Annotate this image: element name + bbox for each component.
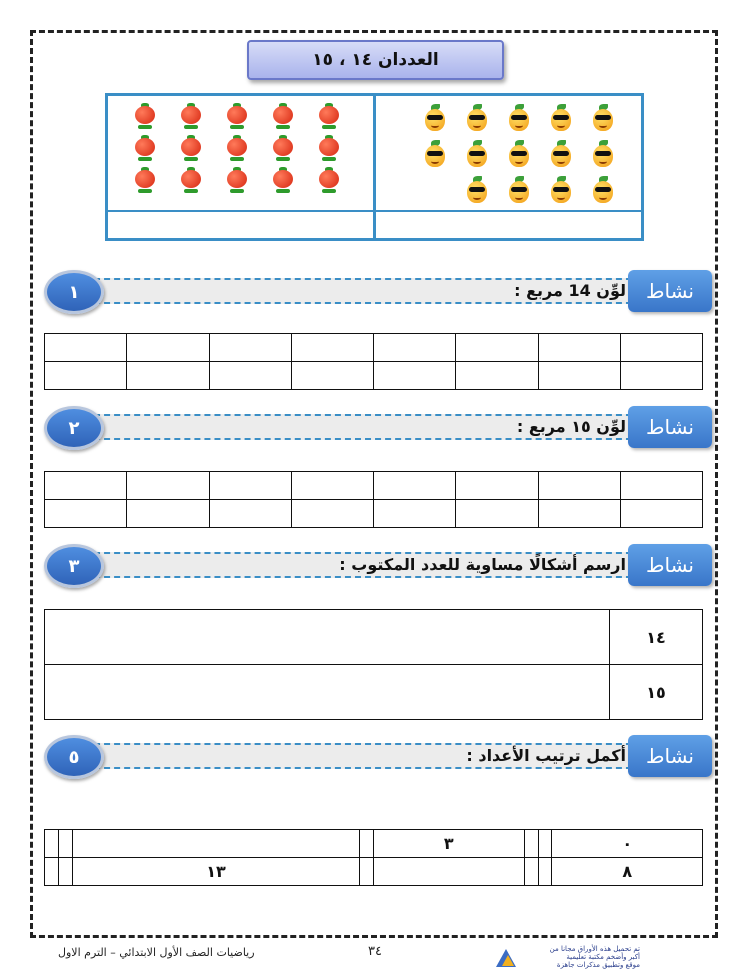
mango-icon — [547, 140, 575, 168]
tomato-icon — [270, 103, 296, 129]
grid-cell[interactable] — [127, 500, 209, 528]
grid-cell[interactable] — [456, 472, 538, 500]
color-grid-1 — [44, 333, 703, 390]
grid-cell[interactable] — [456, 334, 538, 362]
page-number: ٣٤ — [368, 944, 382, 959]
grid-cell[interactable] — [456, 500, 538, 528]
sequence-cell[interactable] — [538, 830, 552, 858]
mango-icon — [589, 140, 617, 168]
answer-line — [376, 210, 641, 238]
logo-icon — [502, 955, 514, 966]
grid-cell[interactable] — [209, 500, 291, 528]
tomato-icon — [132, 103, 158, 129]
grid-cell[interactable] — [374, 500, 456, 528]
mango-icon — [463, 176, 491, 204]
mango-icon — [505, 104, 533, 132]
sequence-cell[interactable] — [524, 830, 538, 858]
mango-icon — [589, 176, 617, 204]
sequence-table — [44, 829, 703, 886]
footer-subject: رياضيات الصف الأول الابتدائي – الترم الاول — [58, 946, 255, 959]
grid-cell[interactable] — [291, 500, 373, 528]
logo-line: أكبر وأضخم مكتبة تعليمية — [566, 953, 640, 961]
grid-cell[interactable] — [209, 472, 291, 500]
activity-header-2 — [44, 406, 712, 450]
logo-line: تم تحميل هذه الأوراق مجانا من — [549, 945, 640, 953]
draw-area[interactable] — [45, 665, 610, 720]
tomato-icon — [270, 135, 296, 161]
tomato-icon — [178, 103, 204, 129]
grid-cell[interactable] — [374, 334, 456, 362]
draw-table — [44, 609, 703, 720]
mango-icon — [547, 176, 575, 204]
mango-icon — [505, 176, 533, 204]
mango-icon — [463, 104, 491, 132]
sequence-cell[interactable] — [538, 858, 552, 886]
grid-cell[interactable] — [127, 334, 209, 362]
grid-cell[interactable] — [291, 362, 373, 390]
grid-cell[interactable] — [374, 472, 456, 500]
grid-cell[interactable] — [620, 362, 702, 390]
illustration-box — [105, 93, 644, 241]
grid-cell[interactable] — [209, 362, 291, 390]
grid-cell[interactable] — [127, 362, 209, 390]
tomato-icon — [224, 135, 250, 161]
mango-panel — [373, 96, 641, 238]
grid-cell[interactable] — [374, 362, 456, 390]
tomato-icon — [316, 103, 342, 129]
grid-cell[interactable] — [45, 500, 127, 528]
grid-cell[interactable] — [538, 334, 620, 362]
activity-tag: نشاط — [628, 544, 712, 586]
grid-cell[interactable] — [620, 334, 702, 362]
sequence-cell[interactable] — [59, 830, 73, 858]
activity-tag: نشاط — [628, 735, 712, 777]
tomato-icon — [178, 135, 204, 161]
tomato-icon — [270, 167, 296, 193]
mango-icon — [463, 140, 491, 168]
tomato-icon — [178, 167, 204, 193]
grid-cell[interactable] — [45, 362, 127, 390]
sequence-cell[interactable] — [360, 858, 374, 886]
activity-number: ٥ — [44, 735, 104, 779]
sequence-cell[interactable]: ٨ — [552, 858, 703, 886]
sequence-cell[interactable] — [59, 858, 73, 886]
tomato-icon — [224, 167, 250, 193]
draw-number: ١٥ — [610, 665, 703, 720]
grid-cell[interactable] — [45, 472, 127, 500]
sequence-cell[interactable]: ٣ — [374, 830, 525, 858]
mango-icon — [589, 104, 617, 132]
grid-cell[interactable] — [209, 334, 291, 362]
grid-cell[interactable] — [620, 472, 702, 500]
mango-icon — [547, 104, 575, 132]
color-grid-2 — [44, 471, 703, 528]
mango-grid — [404, 100, 624, 208]
activity-number: ١ — [44, 270, 104, 314]
activity-number: ٣ — [44, 544, 104, 588]
logo-line: موقع وتطبيق مذكرات جاهزة — [556, 961, 640, 969]
sequence-cell[interactable] — [524, 858, 538, 886]
tomato-icon — [132, 135, 158, 161]
activity-instruction: لوِّن ١٥ مربع : — [516, 417, 626, 436]
sequence-cell[interactable] — [45, 830, 59, 858]
mango-icon — [505, 140, 533, 168]
grid-cell[interactable] — [45, 334, 127, 362]
grid-cell[interactable] — [538, 472, 620, 500]
activity-number: ٢ — [44, 406, 104, 450]
tomato-panel — [108, 96, 373, 238]
answer-line — [108, 210, 373, 238]
grid-cell[interactable] — [620, 500, 702, 528]
sequence-cell[interactable]: ١٣ — [73, 858, 360, 886]
draw-area[interactable] — [45, 610, 610, 665]
sequence-cell[interactable] — [73, 830, 360, 858]
tomato-icon — [224, 103, 250, 129]
activity-tag: نشاط — [628, 406, 712, 448]
grid-cell[interactable] — [456, 362, 538, 390]
activity-instruction: أكمل ترتيب الأعداد : — [466, 746, 626, 765]
draw-number: ١٤ — [610, 610, 703, 665]
grid-cell[interactable] — [538, 500, 620, 528]
activity-header-1 — [44, 270, 712, 314]
activity-header-3 — [44, 544, 712, 588]
sequence-cell[interactable] — [360, 830, 374, 858]
tomato-grid — [122, 100, 362, 196]
grid-cell[interactable] — [291, 472, 373, 500]
grid-cell[interactable] — [291, 334, 373, 362]
sequence-cell[interactable] — [45, 858, 59, 886]
activity-instruction: لوِّن 14 مربع : — [514, 281, 626, 300]
activity-header-5 — [44, 735, 712, 779]
activity-instruction: ارسم أشكالًا مساوية للعدد المكتوب : — [339, 555, 626, 574]
sequence-cell[interactable] — [374, 858, 525, 886]
mango-icon — [421, 140, 449, 168]
page-title: العددان ١٤ ، ١٥ — [247, 40, 504, 80]
sequence-cell[interactable]: ٠ — [552, 830, 703, 858]
grid-cell[interactable] — [127, 472, 209, 500]
mango-icon — [421, 104, 449, 132]
grid-cell[interactable] — [538, 362, 620, 390]
publisher-logo — [496, 945, 646, 969]
activity-tag: نشاط — [628, 270, 712, 312]
tomato-icon — [132, 167, 158, 193]
tomato-icon — [316, 167, 342, 193]
tomato-icon — [316, 135, 342, 161]
